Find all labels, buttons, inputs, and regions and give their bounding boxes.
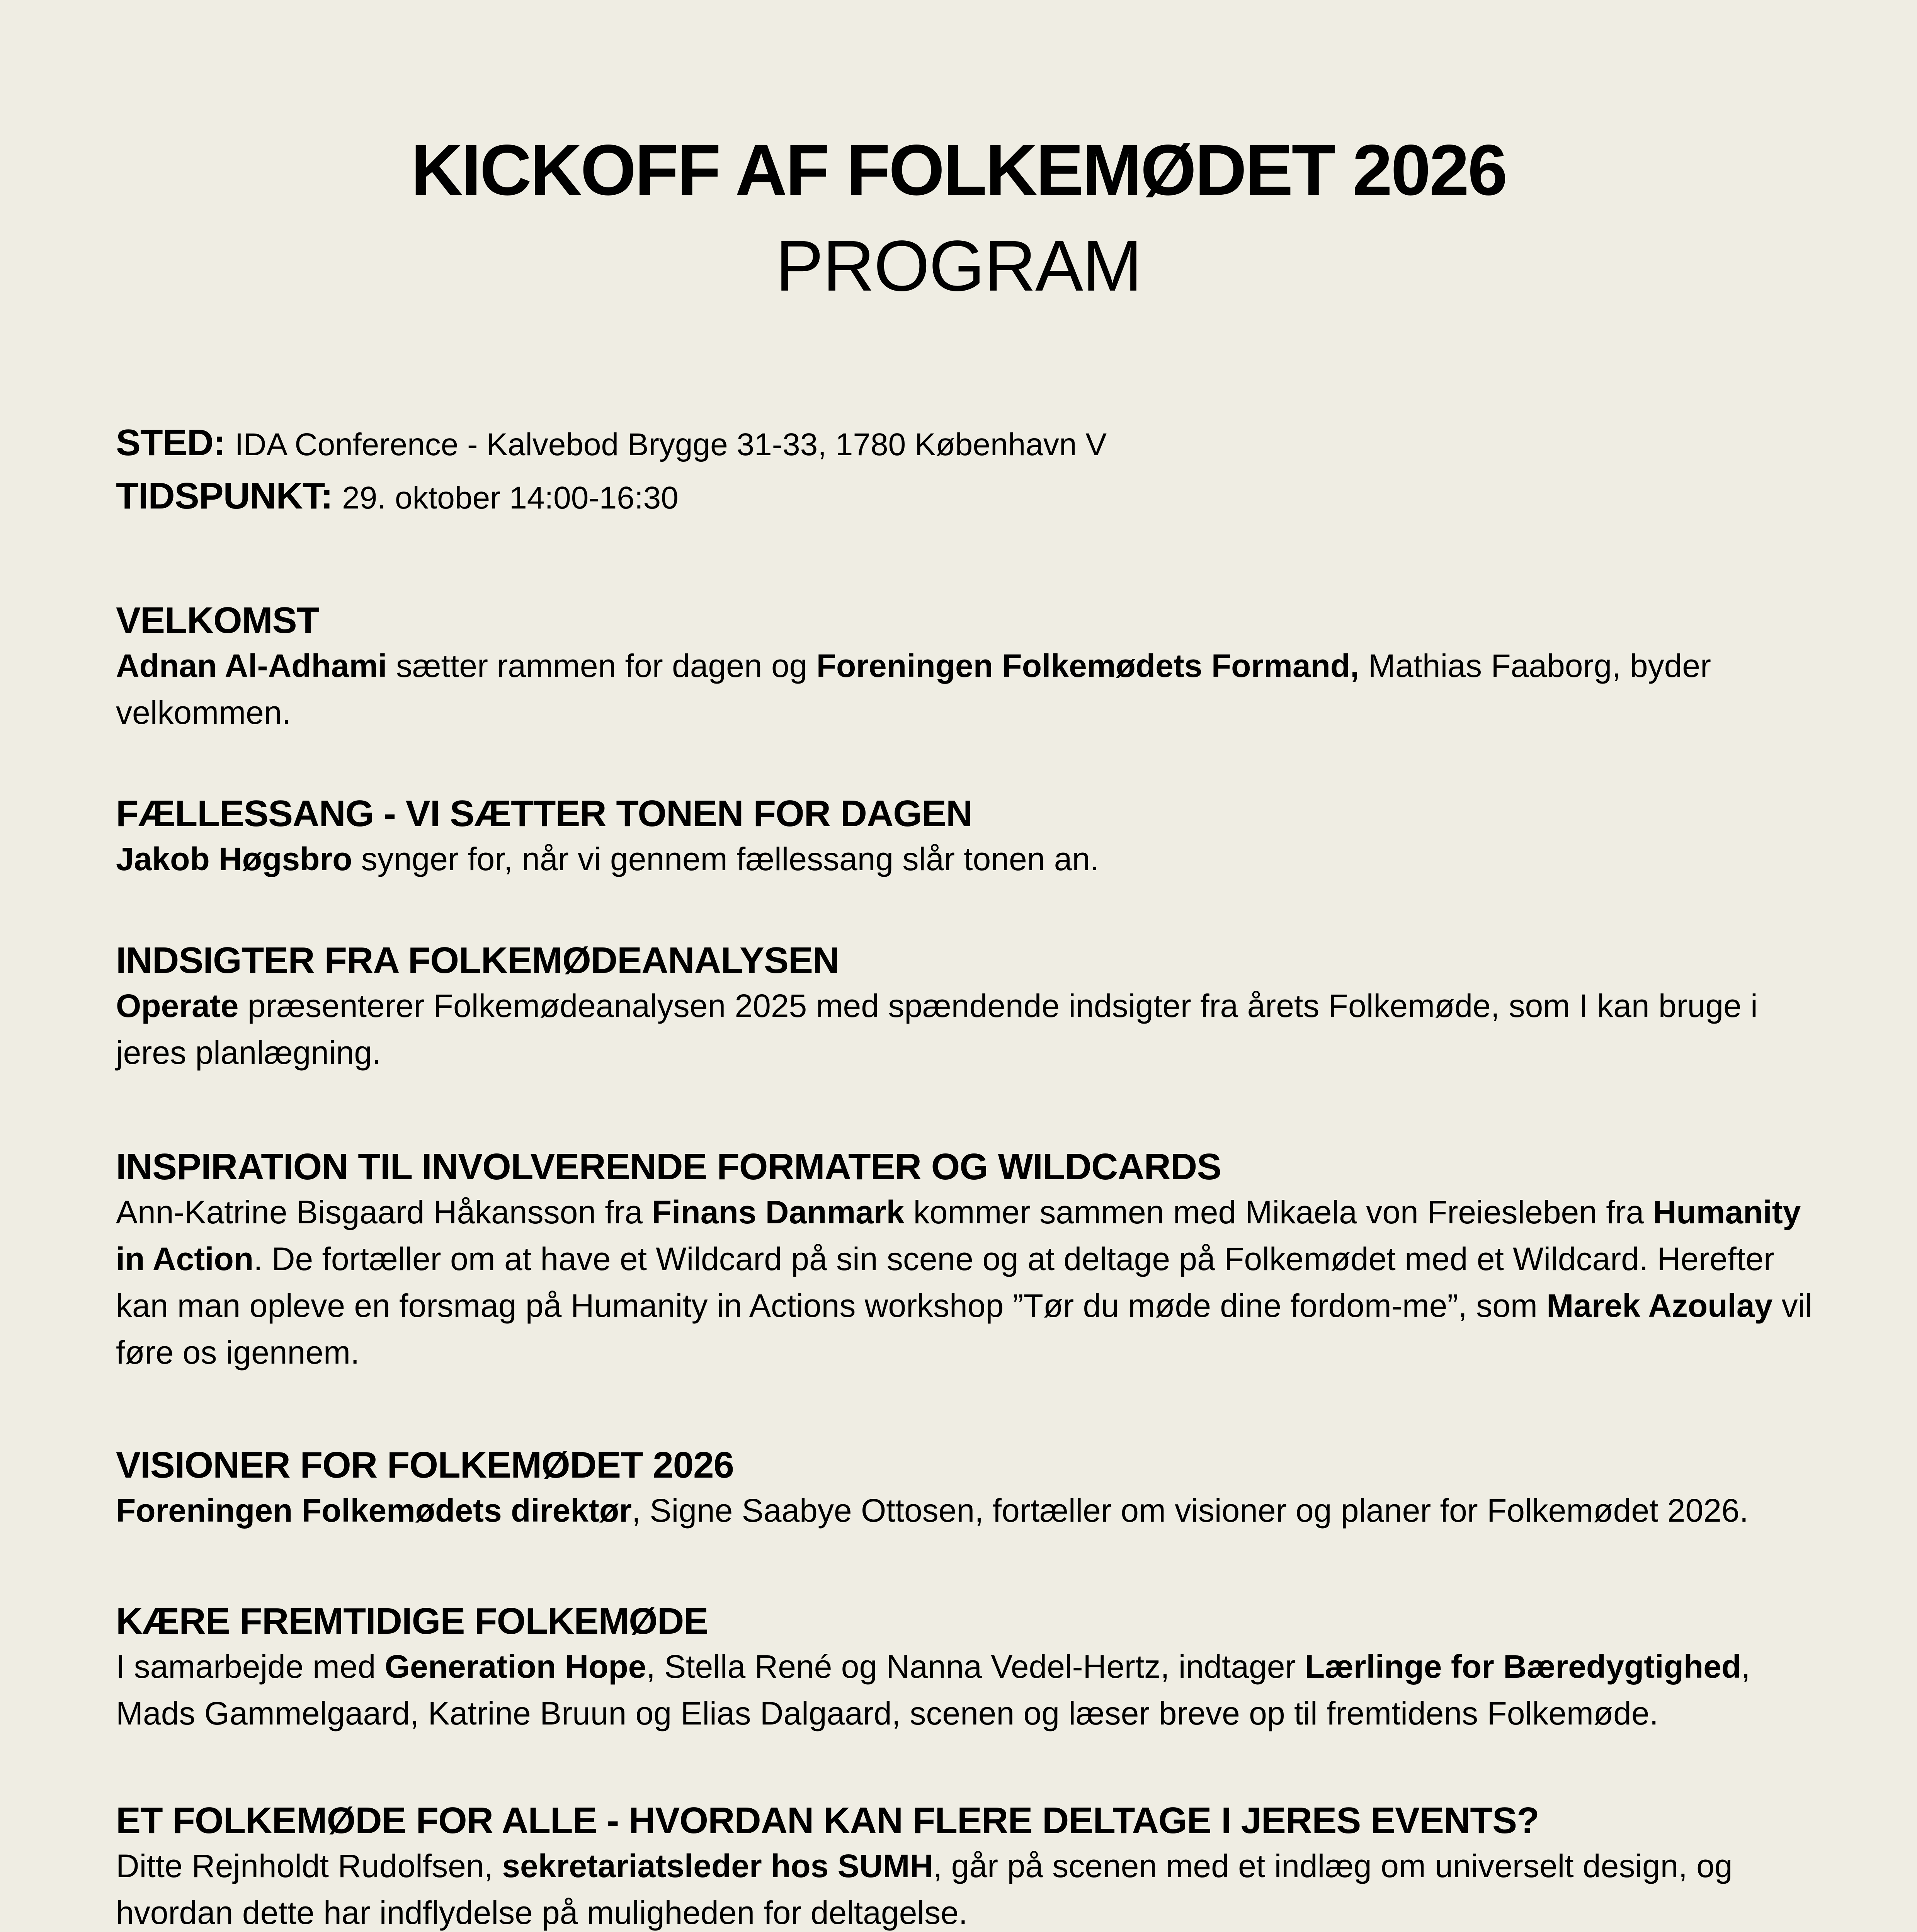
program-item-description xyxy=(116,1643,1816,1737)
highlighted-name: Adnan Al-Adhami xyxy=(116,648,387,684)
place-label: STED: xyxy=(116,422,225,463)
program-item-description xyxy=(116,1843,1816,1932)
event-time xyxy=(116,475,679,517)
program-item-description xyxy=(116,983,1816,1076)
program-item-folkemode-for-alle xyxy=(116,1798,1816,1932)
highlighted-name: Generation Hope xyxy=(384,1648,646,1685)
program-item-faellessang xyxy=(116,791,1816,883)
text-run: Ann-Katrine Bisgaard Håkansson fra xyxy=(116,1194,652,1231)
event-place xyxy=(116,424,1107,461)
text-run: sætter rammen for dagen og xyxy=(387,648,816,684)
highlighted-name: Foreningen Folkemødets Formand, xyxy=(816,648,1359,684)
text-run: , Stella René og Nanna Vedel-Hertz, indtager xyxy=(646,1648,1305,1685)
program-item-heading: VISIONER FOR FOLKEMØDET 2026 xyxy=(116,1444,734,1486)
text-run: synger for, når vi gennem fællessang slår tonen an. xyxy=(352,841,1099,878)
highlighted-name: Jakob Høgsbro xyxy=(116,841,352,878)
time-label: TIDSPUNKT: xyxy=(116,475,333,517)
program-item-indsigter xyxy=(116,938,1816,1076)
text-run: , Mads Gammelgaard, Katrine Bruun og Elias Dalgaard, scenen og læser breve op til fremtidens Folkemøde. xyxy=(116,1648,1750,1732)
program-item-velkomst xyxy=(116,598,1816,736)
text-run: Ditte Rejnholdt Rudolfsen, xyxy=(116,1848,502,1884)
highlighted-name: Humanity in Action xyxy=(116,1194,1801,1277)
text-run: , Signe Saabye Ottosen, fortæller om visioner og planer for Folkemødet 2026. xyxy=(631,1492,1749,1529)
program-item-description xyxy=(116,643,1816,736)
time-value: 29. oktober 14:00-16:30 xyxy=(342,480,679,515)
highlighted-name: sekretariatsleder hos SUMH xyxy=(502,1848,934,1884)
program-item-heading: INDSIGTER FRA FOLKEMØDEANALYSEN xyxy=(116,940,839,981)
highlighted-name: Foreningen Folkemødets direktør xyxy=(116,1492,632,1529)
program-item-inspiration xyxy=(116,1145,1816,1376)
text-run: I samarbejde med xyxy=(116,1648,385,1685)
program-item-heading: ET FOLKEMØDE FOR ALLE - HVORDAN KAN FLERE DELTAGE I JERES EVENTS? xyxy=(116,1800,1539,1841)
program-item-description xyxy=(116,1487,1816,1534)
place-value: IDA Conference - Kalvebod Brygge 31-33, 1780 København V xyxy=(235,427,1107,462)
text-run: vil føre os igennem. xyxy=(116,1287,1812,1371)
highlighted-name: Operate xyxy=(116,988,239,1024)
text-run: kommer sammen med Mikaela von Freiesleben fra xyxy=(904,1194,1653,1231)
text-run: Mathias Faaborg, byder velkommen. xyxy=(116,648,1711,731)
program-item-heading: KÆRE FREMTIDIGE FOLKEMØDE xyxy=(116,1600,708,1642)
text-run: , går på scenen med et indlæg om universelt design, og hvordan dette har indflydelse på muligheden for deltagelse. xyxy=(116,1848,1733,1931)
program-item-visioner xyxy=(116,1443,1816,1534)
highlighted-name: Marek Azoulay xyxy=(1546,1287,1773,1324)
highlighted-name: Lærlinge for Bæredygtighed xyxy=(1305,1648,1742,1685)
text-run: . De fortæller om at have et Wildcard på sin scene og at deltage på Folkemødet med et Wildcard. Herefter kan man opleve en forsmag på Humanity in Actions workshop ”Tør du møde dine fordom-me”, som xyxy=(116,1241,1774,1324)
highlighted-name: Finans Danmark xyxy=(651,1194,905,1231)
document-title: KICKOFF AF FOLKEMØDET 2026 xyxy=(411,130,1506,210)
document-subtitle: PROGRAM xyxy=(775,226,1142,306)
program-item-description xyxy=(116,1189,1816,1376)
program-item-heading: VELKOMST xyxy=(116,600,319,641)
text-run: præsenterer Folkemødeanalysen 2025 med spændende indsigter fra årets Folkemøde, som I kan bruge i jeres planlægning. xyxy=(116,988,1758,1071)
program-item-heading: FÆLLESSANG - VI SÆTTER TONEN FOR DAGEN xyxy=(116,793,973,834)
program-item-kaere-fremtidige xyxy=(116,1599,1816,1737)
program-item-description xyxy=(116,836,1816,883)
program-item-heading: INSPIRATION TIL INVOLVERENDE FORMATER OG WILDCARDS xyxy=(116,1146,1221,1187)
